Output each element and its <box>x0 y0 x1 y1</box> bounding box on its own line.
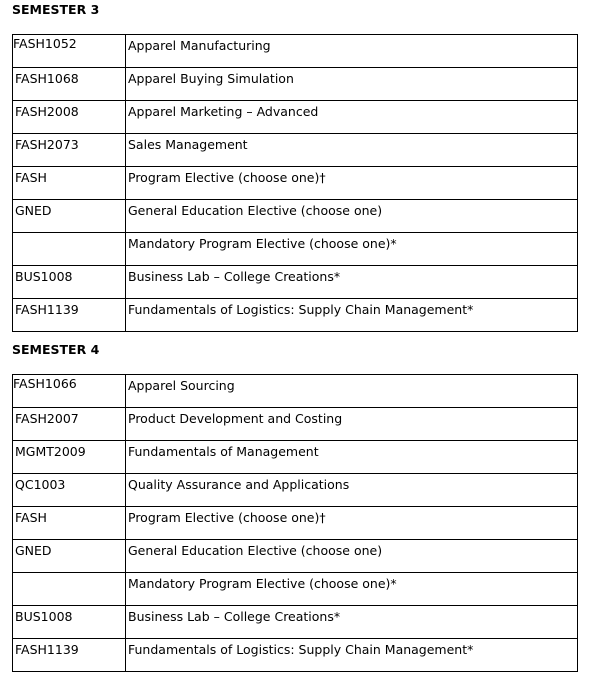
table-row <box>13 474 578 507</box>
course-code: FASH1068 <box>13 68 126 101</box>
semester-3-section <box>12 2 578 332</box>
table-row <box>13 299 578 332</box>
table-row <box>13 573 578 606</box>
course-code: FASH1066 <box>13 375 126 408</box>
course-name: Mandatory Program Elective (choose one)* <box>126 233 578 266</box>
course-code: FASH2007 <box>13 408 126 441</box>
course-name: Product Development and Costing <box>126 408 578 441</box>
course-code: BUS1008 <box>13 606 126 639</box>
course-name: Apparel Buying Simulation <box>126 68 578 101</box>
course-code: GNED <box>13 540 126 573</box>
course-code: QC1003 <box>13 474 126 507</box>
course-name: Quality Assurance and Applications <box>126 474 578 507</box>
table-row <box>13 200 578 233</box>
table-row <box>13 507 578 540</box>
table-row <box>13 35 578 68</box>
course-code: FASH2073 <box>13 134 126 167</box>
table-row <box>13 101 578 134</box>
course-name: Business Lab – College Creations* <box>126 606 578 639</box>
table-row <box>13 134 578 167</box>
course-name: Sales Management <box>126 134 578 167</box>
course-code: FASH1052 <box>13 35 126 68</box>
course-name: General Education Elective (choose one) <box>126 200 578 233</box>
table-row <box>13 441 578 474</box>
course-name: Fundamentals of Logistics: Supply Chain Management* <box>126 639 578 672</box>
course-code: GNED <box>13 200 126 233</box>
course-name: Apparel Marketing – Advanced <box>126 101 578 134</box>
semester-3-title: SEMESTER 3 <box>12 2 100 17</box>
semester-4-section <box>12 342 578 672</box>
table-row <box>13 408 578 441</box>
table-row <box>13 606 578 639</box>
table-row <box>13 167 578 200</box>
table-row <box>13 375 578 408</box>
course-code: FASH <box>13 167 126 200</box>
table-row <box>13 540 578 573</box>
course-code: MGMT2009 <box>13 441 126 474</box>
semester-4-title: SEMESTER 4 <box>12 342 100 357</box>
course-code: FASH2008 <box>13 101 126 134</box>
course-name: Program Elective (choose one)† <box>126 507 578 540</box>
course-code: FASH1139 <box>13 639 126 672</box>
course-name: General Education Elective (choose one) <box>126 540 578 573</box>
course-code <box>13 233 126 266</box>
table-row <box>13 68 578 101</box>
course-name: Mandatory Program Elective (choose one)* <box>126 573 578 606</box>
course-name: Apparel Sourcing <box>126 375 578 408</box>
course-name: Fundamentals of Management <box>126 441 578 474</box>
table-row <box>13 266 578 299</box>
course-code <box>13 573 126 606</box>
course-code: BUS1008 <box>13 266 126 299</box>
course-code: FASH1139 <box>13 299 126 332</box>
table-row <box>13 233 578 266</box>
semester-4-table <box>12 374 578 672</box>
course-name: Fundamentals of Logistics: Supply Chain Management* <box>126 299 578 332</box>
table-row <box>13 639 578 672</box>
course-name: Business Lab – College Creations* <box>126 266 578 299</box>
course-name: Apparel Manufacturing <box>126 35 578 68</box>
semester-3-table <box>12 34 578 332</box>
course-code: FASH <box>13 507 126 540</box>
course-name: Program Elective (choose one)† <box>126 167 578 200</box>
